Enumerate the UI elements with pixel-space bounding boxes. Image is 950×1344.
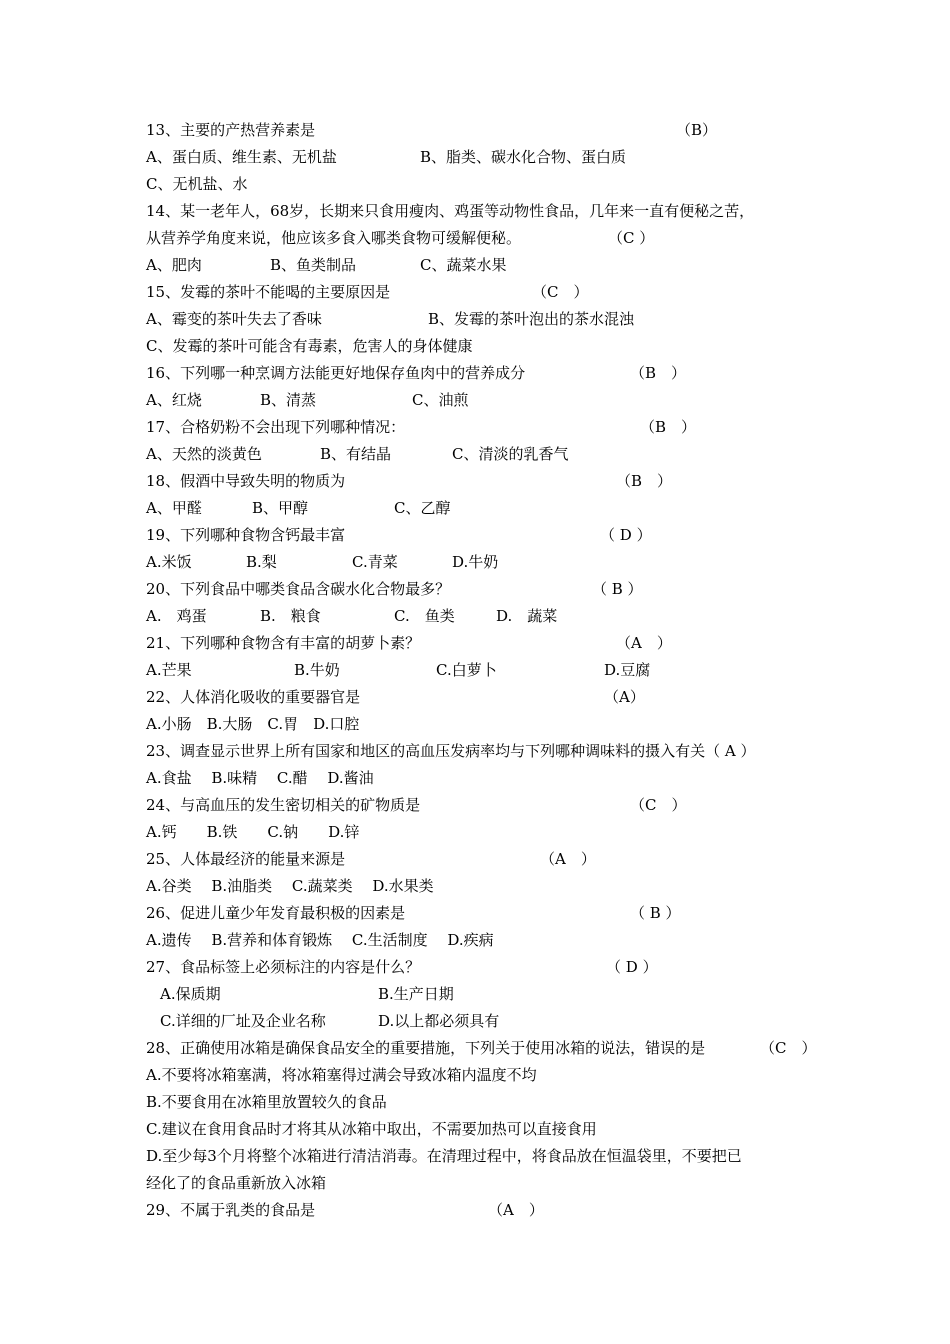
question-text: 19、下列哪种食物含钙最丰富	[146, 526, 346, 544]
option: A.不要将冰箱塞满，将冰箱塞得过满会导致冰箱内温度不均	[146, 1066, 537, 1084]
option: C.详细的厂址及企业名称	[160, 1012, 326, 1030]
question-text: 16、下列哪一种烹调方法能更好地保存鱼肉中的营养成分	[146, 364, 526, 382]
option: C、发霉的茶叶可能含有毒素，危害人的身体健康	[146, 337, 473, 355]
option: A.小肠 B.大肠 C.胃 D.口腔	[146, 715, 360, 733]
option: A、红烧	[146, 391, 202, 409]
answer: （ D ）	[600, 526, 652, 544]
answer: （B ）	[640, 418, 697, 436]
option: A.钙 B.铁 C.钠 D.锌	[146, 823, 360, 841]
option: A.食盐 B.味精 C.醋 D.酱油	[146, 769, 374, 787]
option: D.豆腐	[604, 661, 651, 679]
question-text: 14、某一老年人，68岁，长期来只食用瘦肉、鸡蛋等动物性食品，几年来一直有便秘之苦，	[146, 202, 755, 220]
question-text: 17、合格奶粉不会出现下列哪种情况：	[146, 418, 406, 436]
option: A、甲醛	[146, 499, 202, 517]
option: C.青菜	[352, 553, 398, 571]
question-text: 22、人体消化吸收的重要器官是	[146, 688, 361, 706]
option: A、天然的淡黄色	[146, 445, 262, 463]
answer: （C ）	[608, 229, 655, 247]
option: C、清淡的乳香气	[452, 445, 569, 463]
answer: （B ）	[630, 364, 687, 382]
answer: （C ）	[760, 1039, 817, 1057]
option: C.白萝卜	[436, 661, 497, 679]
option: A、霉变的茶叶失去了香味	[146, 310, 322, 328]
option: D.以上都必须具有	[378, 1012, 500, 1030]
option: C. 鱼类	[394, 607, 455, 625]
question-text: 21、下列哪种食物含有丰富的胡萝卜素？	[146, 634, 421, 652]
question-text: 27、食品标签上必须标注的内容是什么？	[146, 958, 421, 976]
answer: （ B ）	[592, 580, 643, 598]
answer: （A ）	[540, 850, 596, 868]
option: B.生产日期	[378, 985, 454, 1003]
option: A. 鸡蛋	[146, 607, 207, 625]
option: A、肥肉	[146, 256, 202, 274]
answer: （A ）	[488, 1201, 544, 1219]
question-text: 从营养学角度来说，他应该多食入哪类食物可缓解便秘。	[146, 229, 522, 247]
option: B、发霉的茶叶泡出的茶水混浊	[428, 310, 635, 328]
option: B、有结晶	[320, 445, 392, 463]
option: A.遗传 B.营养和体育锻炼 C.生活制度 D.疾病	[146, 931, 494, 949]
question-text: 13、主要的产热营养素是	[146, 121, 316, 139]
answer: （A）	[604, 688, 645, 706]
option: B.梨	[246, 553, 277, 571]
option: B.牛奶	[294, 661, 340, 679]
option: C、无机盐、水	[146, 175, 248, 193]
option: B.不要食用在冰箱里放置较久的食品	[146, 1093, 387, 1111]
option: D. 蔬菜	[496, 607, 558, 625]
answer: （B）	[676, 121, 718, 139]
option: B、鱼类制品	[270, 256, 357, 274]
question-text: 26、促进儿童少年发育最积极的因素是	[146, 904, 406, 922]
answer: （ D ）	[606, 958, 658, 976]
option: D.牛奶	[452, 553, 499, 571]
option: B、甲醇	[252, 499, 309, 517]
option: D.至少每3个月将整个冰箱进行清洁消毒。在清理过程中，将食品放在恒温袋里，不要把已	[146, 1147, 742, 1165]
option: B、清蒸	[260, 391, 317, 409]
answer: （C ）	[630, 796, 687, 814]
option: A、蛋白质、维生素、无机盐	[146, 148, 337, 166]
answer: （A ）	[616, 634, 672, 652]
option: C、油煎	[412, 391, 469, 409]
option: B. 粮食	[260, 607, 321, 625]
question-text: 15、发霉的茶叶不能喝的主要原因是	[146, 283, 391, 301]
option: A.谷类 B.油脂类 C.蔬菜类 D.水果类	[146, 877, 434, 895]
question-text: 29、不属于乳类的食品是	[146, 1201, 316, 1219]
answer: （C ）	[532, 283, 589, 301]
question-text: 28、正确使用冰箱是确保食品安全的重要措施，下列关于使用冰箱的说法，错误的是	[146, 1039, 706, 1057]
question-text: 20、下列食品中哪类食品含碳水化合物最多？	[146, 580, 451, 598]
option: A.米饭	[146, 553, 192, 571]
option: C、乙醇	[394, 499, 451, 517]
question-text: 18、假酒中导致失明的物质为	[146, 472, 346, 490]
option: 经化了的食品重新放入冰箱	[146, 1174, 327, 1192]
option: C、蔬菜水果	[420, 256, 507, 274]
option: A.保质期	[160, 985, 221, 1003]
question-text: 24、与高血压的发生密切相关的矿物质是	[146, 796, 421, 814]
question-text: 25、人体最经济的能量来源是	[146, 850, 346, 868]
option: C.建议在食用食品时才将其从冰箱中取出，不需要加热可以直接食用	[146, 1120, 597, 1138]
option: B、脂类、碳水化合物、蛋白质	[420, 148, 627, 166]
answer: （B ）	[616, 472, 673, 490]
option: A.芒果	[146, 661, 192, 679]
answer: （ B ）	[630, 904, 681, 922]
question-text: 23、调查显示世界上所有国家和地区的高血压发病率均与下列哪种调味料的摄入有关（ A ）	[146, 742, 756, 760]
